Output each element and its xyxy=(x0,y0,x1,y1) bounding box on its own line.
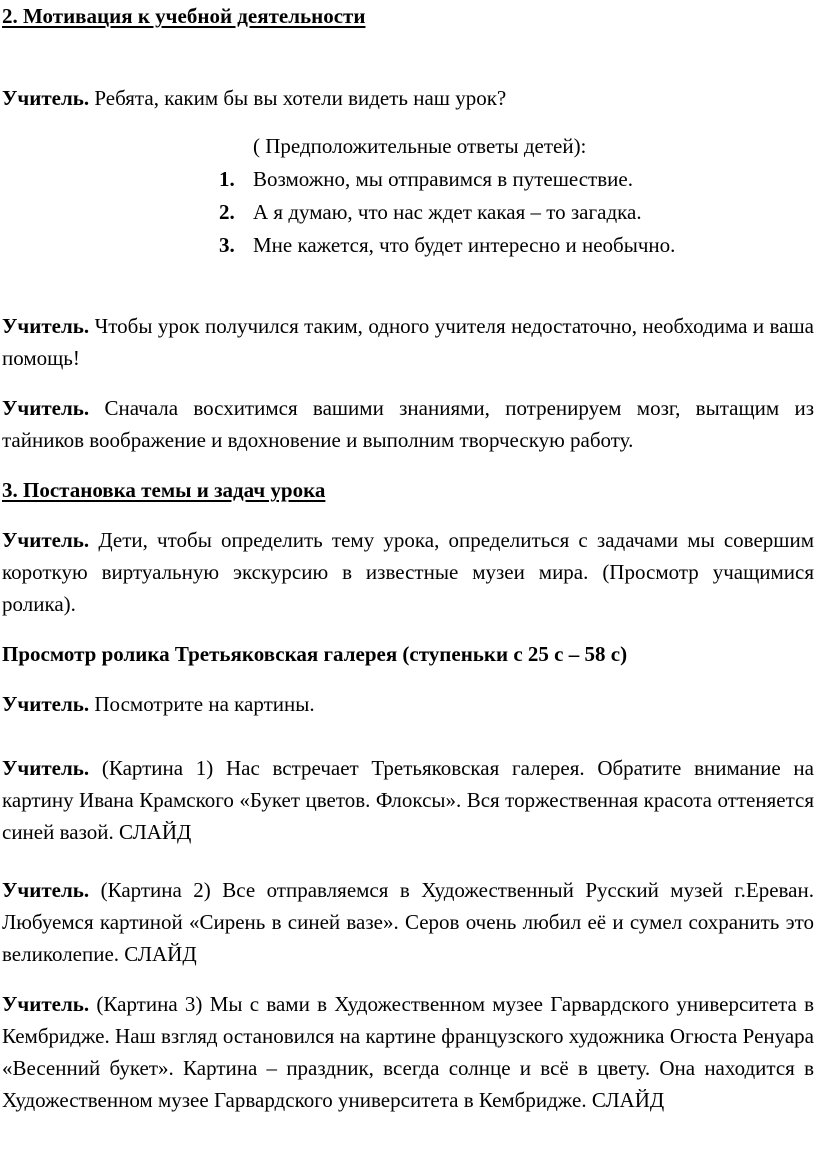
section-2-heading: 2. Мотивация к учебной деятельности xyxy=(2,4,366,28)
paragraph-text: (Картина 2) Все отправляемся в Художественный Русский музей г.Ереван. Любуемся картиной «Сирень в синей вазе». Серов очень любил её и сумел сохранить это великолепие. СЛАЙД xyxy=(2,878,814,966)
answer-text: А я думаю, что нас ждет какая – то загадка. xyxy=(253,200,642,224)
paragraph-text: Сначала восхитимся вашими знаниями, потренируем мозг, вытащим из тайников воображение и вдохновение и выполним творческую работу. xyxy=(2,396,814,452)
paragraph-text: Дети, чтобы определить тему урока, определиться с задачами мы совершим короткую виртуальную экскурсию в известные музеи мира. (Просмотр учащимися ролика). xyxy=(2,528,814,616)
answers-intro: ( Предположительные ответы детей): xyxy=(253,134,587,158)
list-number: 1. xyxy=(219,167,235,191)
speaker-label: Учитель. xyxy=(2,528,90,552)
paragraph-text: (Картина 1) Нас встречает Третьяковская галерея. Обратите внимание на картину Ивана Крамского «Букет цветов. Флоксы». Вся торжественная красота оттеняется синей вазой. СЛАЙД xyxy=(2,756,814,844)
paragraph-text: Ребята, каким бы вы хотели видеть наш урок? xyxy=(89,86,507,110)
teacher-question-paragraph xyxy=(2,82,814,114)
teacher-look-paragraph xyxy=(2,688,814,720)
teacher-excursion-paragraph xyxy=(2,524,814,620)
painting-2-paragraph xyxy=(2,874,814,970)
answer-item-1 xyxy=(219,163,633,195)
painting-1-paragraph xyxy=(2,752,814,848)
speaker-label: Учитель. xyxy=(2,396,90,420)
speaker-label: Учитель. xyxy=(2,756,90,780)
speaker-label: Учитель. xyxy=(2,86,90,110)
paragraph-text: Посмотрите на картины. xyxy=(89,692,315,716)
list-number: 3. xyxy=(219,233,235,257)
speaker-label: Учитель. xyxy=(2,314,90,338)
answer-item-2 xyxy=(219,196,642,228)
list-number: 2. xyxy=(219,200,235,224)
section-3-heading: 3. Постановка темы и задач урока xyxy=(2,478,326,502)
paragraph-text: Чтобы урок получился таким, одного учителя недостаточно, необходима и ваша помощь! xyxy=(2,314,814,370)
paragraph-text: (Картина 3) Мы с вами в Художественном музее Гарвардского университета в Кембридже. Наш взгляд остановился на картине французского художника Огюста Ренуара «Весенний букет». Картина – праздник, всегда солнце и всё в цвету. Она находится в Художественном музее Гарвардского университета в Кембридже. СЛАЙД xyxy=(2,992,814,1112)
speaker-label: Учитель. xyxy=(2,878,90,902)
teacher-warmup-paragraph xyxy=(2,392,814,456)
speaker-label: Учитель. xyxy=(2,992,90,1016)
answer-item-3 xyxy=(219,229,675,261)
answer-text: Возможно, мы отправимся в путешествие. xyxy=(253,167,633,191)
teacher-help-paragraph xyxy=(2,310,814,374)
painting-3-paragraph xyxy=(2,988,814,1116)
speaker-label: Учитель. xyxy=(2,692,90,716)
answer-text: Мне кажется, что будет интересно и необычно. xyxy=(253,233,676,257)
video-viewing-line: Просмотр ролика Третьяковская галерея (ступеньки с 25 с – 58 с) xyxy=(2,642,628,666)
